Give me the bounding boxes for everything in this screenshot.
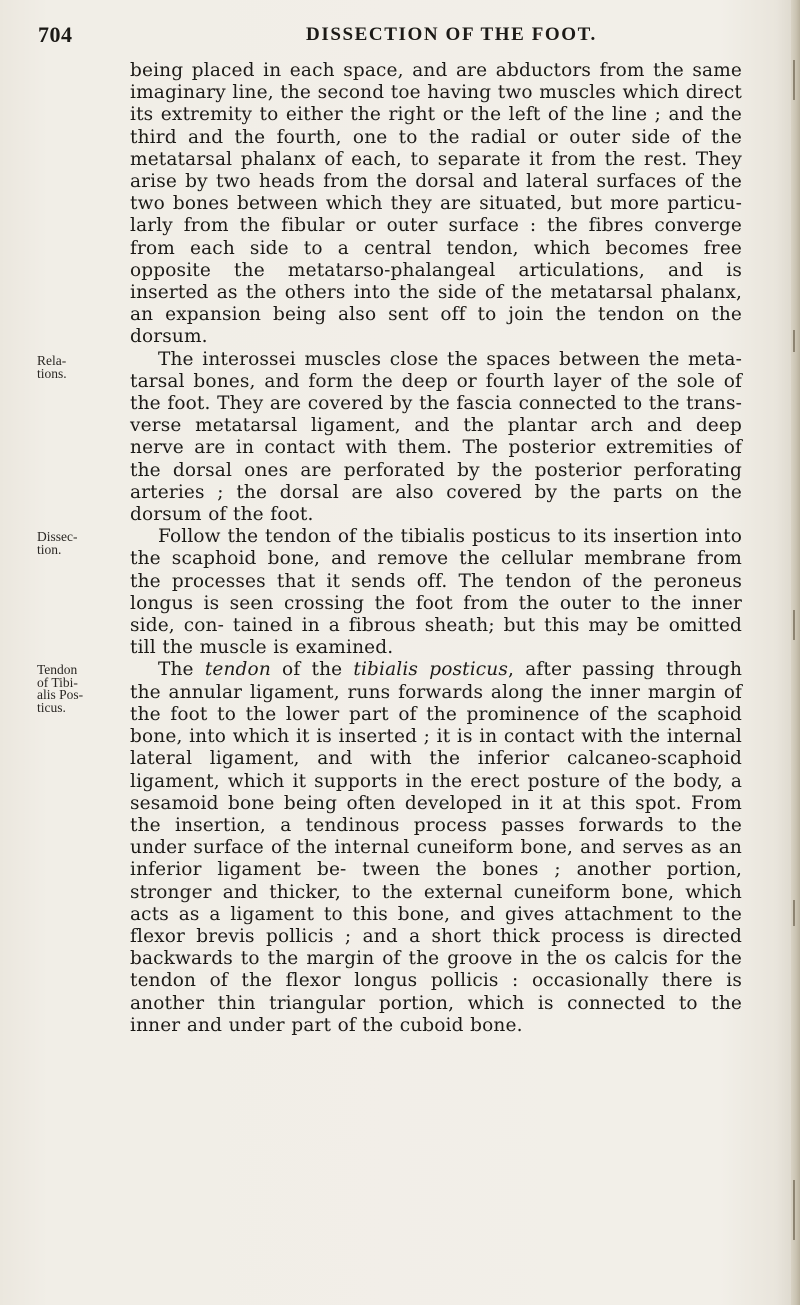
sidenote-line: tions. <box>37 365 67 381</box>
italic-term: tendon <box>204 659 271 681</box>
sidenote-tendon <box>37 664 105 714</box>
italic-term: tibialis posticus <box>353 659 509 681</box>
sidenote-dissection <box>37 531 105 556</box>
sidenote-line: tion. <box>37 541 62 557</box>
sidenote-line: alis Pos- <box>37 687 84 702</box>
paragraph-text: The <box>158 659 205 681</box>
paragraph-abductors: being placed in each space, and are abductors from the same imaginary line, the second toe having two muscles which direct its extremity to either the right or the left of the line ; and the third and the fourth, one to the radial or outer side of the metatarsal phalanx of each, to separate it from the rest. They arise by two heads from the dorsal and lateral surfaces of the two bones between which they are situated, but more particu- larly from the fibular or outer surface : the fibres converge from each side to a central tendon, which becomes free opposite the metatarso-phalangeal articulations, and is inserted as the others into the side of the metatarsal phalanx, an expansion being also sent off to join the tendon on the dorsum. <box>130 60 742 348</box>
running-head: DISSECTION OF THE FOOT. <box>306 24 597 45</box>
paragraph-tibialis-posticus <box>130 659 742 1036</box>
sidenote-line: ticus. <box>37 699 66 715</box>
page-edge-shadow <box>791 0 800 1305</box>
sidenote-line: of Tibi- <box>37 674 78 690</box>
sidenote-line: Rela- <box>37 353 67 368</box>
page-number: 704 <box>38 22 73 47</box>
sidenote-relations <box>37 355 105 380</box>
body-text <box>130 60 742 1037</box>
paragraph-interossei-relations: The interossei muscles close the spaces between the meta- tarsal bones, and form the deep or fourth layer of the sole of the foot. They are covered by the fascia connected to the trans- verse metatarsal ligament, and the plantar arch and deep nerve are in contact with them. The posterior extremities of the dorsal ones are perforated by the posterior perforating arteries ; the dorsal are also covered by the parts on the dorsum of the foot. <box>130 348 742 526</box>
paragraph-text: of the <box>270 659 354 681</box>
sidenote-line: Dissec- <box>37 529 78 544</box>
page-header <box>38 22 798 48</box>
sidenote-line: Tendon <box>37 662 78 677</box>
paragraph-text: , after passing through the annular ligament, runs forwards along the inner margin of the foot to the lower part of the prominence of the scaphoid bone, into which it is inserted ; it is in contact with the internal lateral ligament, and with the inferior calcaneo-scaphoid ligament, which it supports in the erect posture of the body, a sesamoid bone being often developed in it at this spot. From the insertion, a tendinous process passes forwards to the under surface of the internal cuneiform bone, and serves as an inferior ligament be- tween the bones ; another portion, stronger and thicker, to the external cuneiform bone, which acts as a ligament to this bone, and gives attachment to the flexor brevis pollicis ; and a short thick process is directed backwards to the margin of the groove in the os calcis for the tendon of the flexor longus pollicis : occasionally there is another thin triangular portion, which is connected to the inner and under part of the cuboid bone. <box>130 659 743 1036</box>
paragraph-dissection: Follow the tendon of the tibialis posticus to its insertion into the scaphoid bone, and remove the cellular membrane from the processes that it sends off. The tendon of the peroneus longus is seen crossing the foot from the outer to the inner side, con- tained in a fibrous sheath; but this may be omitted till the muscle is examined. <box>130 526 742 659</box>
